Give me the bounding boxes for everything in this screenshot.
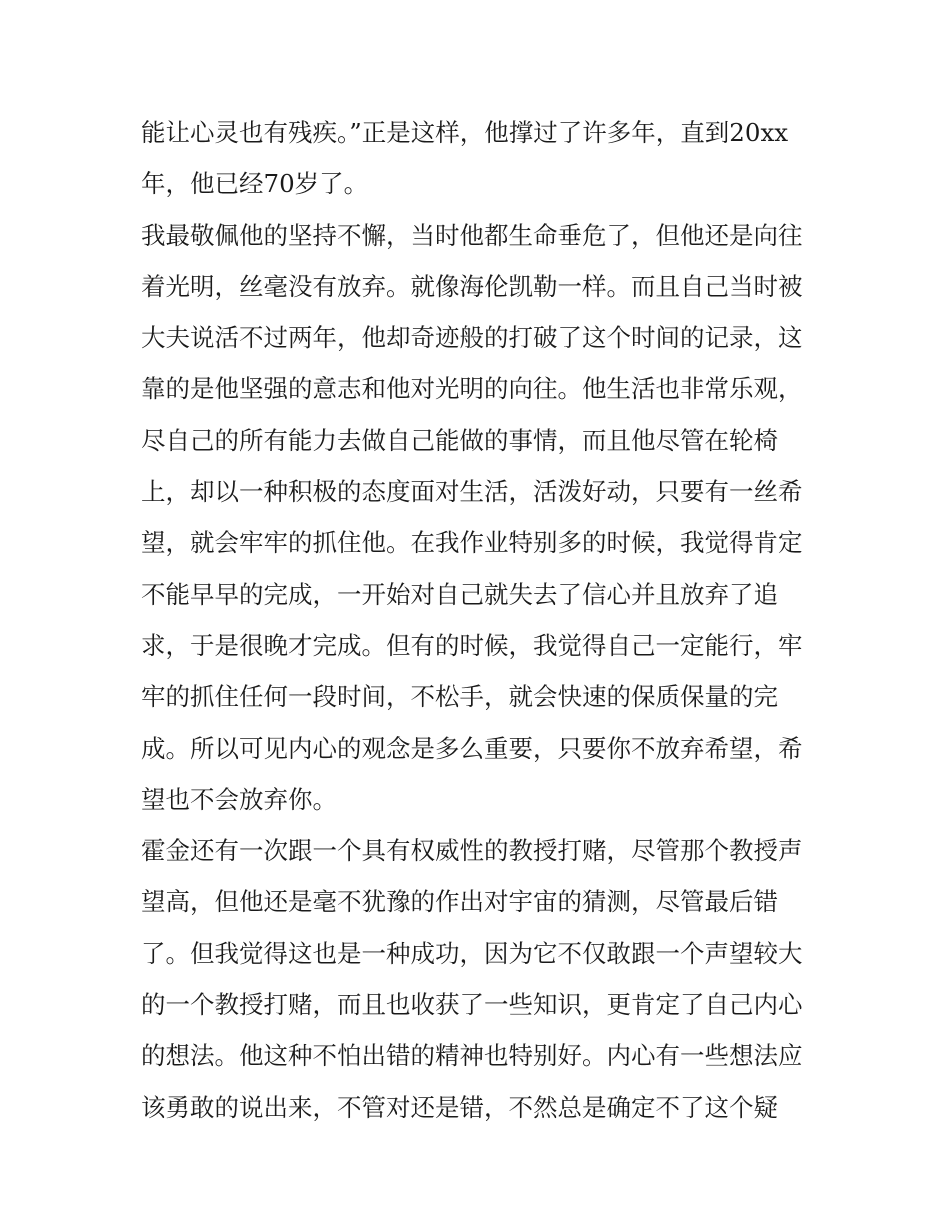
text-line: 望，就会牢牢的抓住他。在我作业特别多的时候，我觉得肯定	[141, 528, 803, 558]
text-line: 望也不会放弃你。	[141, 784, 337, 814]
text-line: 靠的是他坚强的意志和他对光明的向往。他生活也非常乐观，	[141, 374, 803, 404]
text-line: 大夫说活不过两年，他却奇迹般的打破了这个时间的记录，这	[141, 323, 803, 353]
text-line: 能让心灵也有残疾。”正是这样，他撑过了许多年，直到20xx	[141, 118, 789, 147]
text-line: 的一个教授打赌，而且也收获了一些知识，更肯定了自己内心	[141, 990, 803, 1020]
text-line: 了。但我觉得这也是一种成功，因为它不仅敢跟一个声望较大	[141, 938, 803, 968]
text-line: 尽自己的所有能力去做自己能做的事情，而且他尽管在轮椅	[141, 425, 778, 455]
text-line: 着光明，丝毫没有放弃。就像海伦凯勒一样。而且自己当时被	[141, 271, 803, 301]
text-line: 的想法。他这种不怕出错的精神也特别好。内心有一些想法应	[141, 1041, 803, 1071]
text-line: 我最敬佩他的坚持不懈，当时他都生命垂危了，但他还是向往	[141, 220, 803, 250]
text-line: 上，却以一种积极的态度面对生活，活泼好动，只要有一丝希	[141, 477, 803, 507]
text-line: 该勇敢的说出来，不管对还是错，不然总是确定不了这个疑	[141, 1092, 778, 1122]
text-line: 年，他已经70岁了。	[141, 169, 369, 199]
text-line: 成。所以可见内心的观念是多么重要，只要你不放弃希望，希	[141, 733, 803, 763]
body-text	[141, 107, 821, 1133]
text-line: 不能早早的完成，一开始对自己就失去了信心并且放弃了追	[141, 579, 778, 609]
text-line: 霍金还有一次跟一个具有权威性的教授打赌，尽管那个教授声	[141, 836, 803, 866]
text-line: 望高，但他还是毫不犹豫的作出对宇宙的猜测，尽管最后错	[141, 887, 778, 917]
text-line: 求，于是很晚才完成。但有的时候，我觉得自己一定能行，牢	[141, 630, 803, 660]
text-line: 牢的抓住任何一段时间，不松手，就会快速的保质保量的完	[141, 682, 778, 712]
